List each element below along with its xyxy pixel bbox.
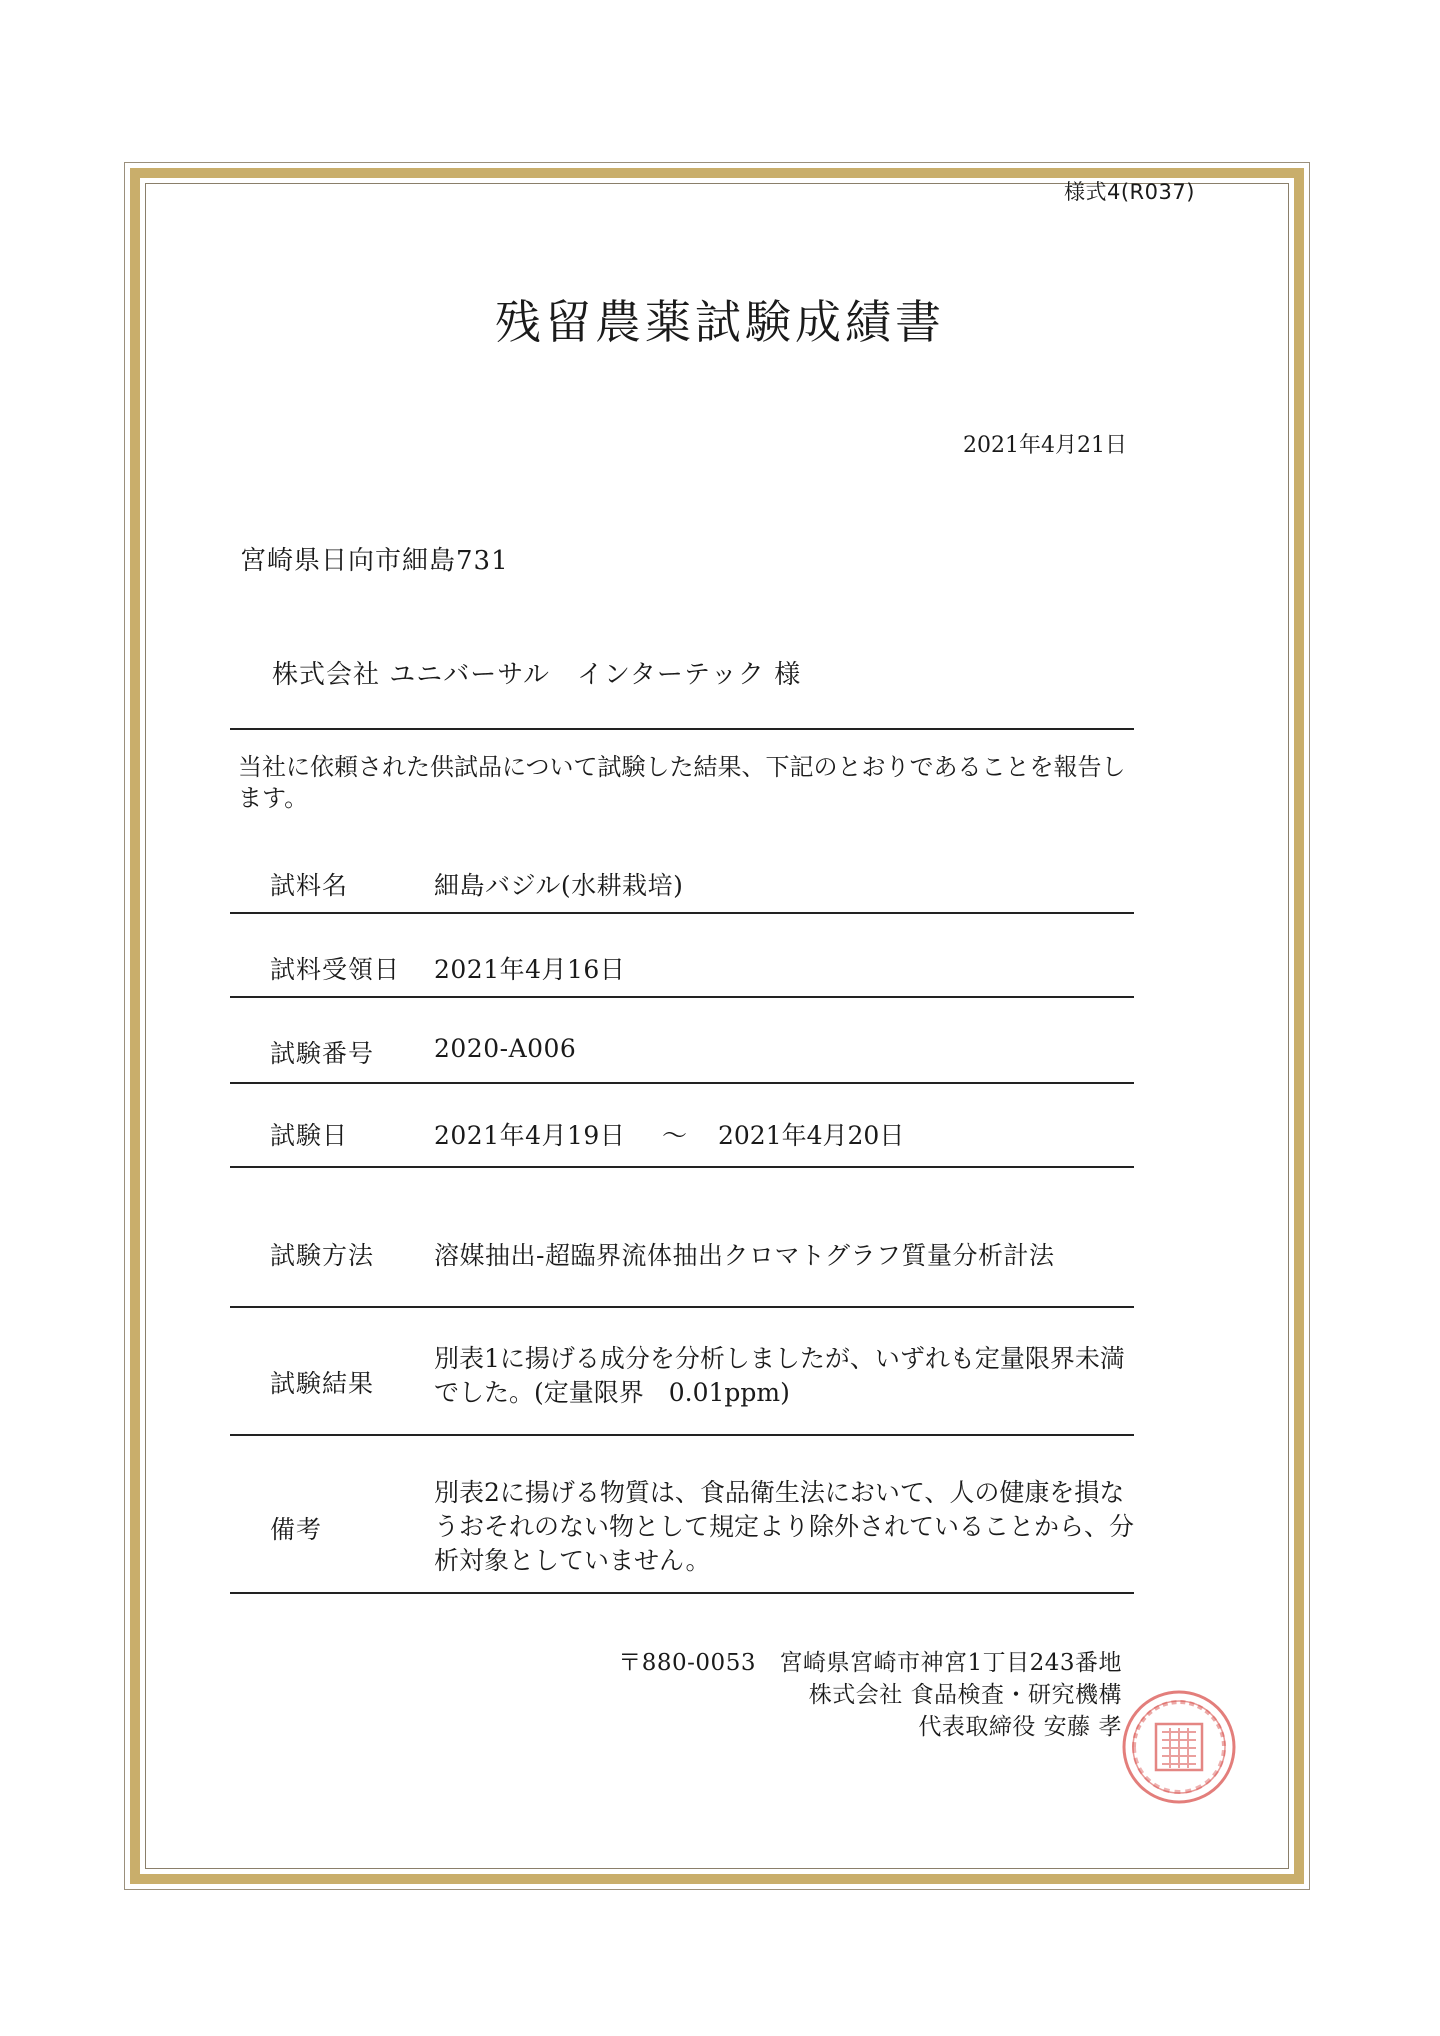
test-number-label: 試験番号 [270,1039,375,1068]
divider [230,996,1134,998]
form-number: 様式4(R037) [1064,180,1195,204]
receipt-date-value: 2021年4月16日 [434,955,626,984]
divider [230,1306,1134,1308]
issue-date: 2021年4月21日 [963,433,1127,458]
divider [230,912,1134,914]
test-date-end: 2021年4月20日 [718,1121,905,1150]
test-method-label: 試験方法 [270,1241,375,1270]
divider [230,1082,1134,1084]
divider [230,1592,1134,1594]
test-date-label: 試験日 [270,1121,349,1150]
recipient-name: 株式会社 ユニバーサル インターテック 様 [272,660,802,690]
issuer-representative: 代表取締役 安藤 孝 [918,1714,1122,1740]
issuer-address: 〒880-0053 宮崎県宮崎市神宮1丁目243番地 [618,1650,1122,1676]
test-number-value: 2020-A006 [434,1034,577,1063]
divider [230,1166,1134,1168]
document-title: 残留農薬試験成績書 [495,295,945,349]
test-result-label: 試験結果 [270,1369,375,1398]
test-date-start: 2021年4月19日 [434,1121,626,1150]
divider [230,1434,1134,1436]
divider [230,728,1134,730]
recipient-address: 宮崎県日向市細島731 [240,546,509,576]
remarks-value: 別表2に揚げる物質は、食品衛生法において、人の健康を損なうおそれのない物として規定より除外されていることから、分析対象としていません。 [434,1478,1135,1575]
remarks-label: 備考 [270,1515,323,1544]
test-method-value: 溶媒抽出-超臨界流体抽出クロマトグラフ質量分析計法 [434,1241,1055,1270]
sample-name-label: 試料名 [270,871,349,900]
issuer-company: 株式会社 食品検査・研究機構 [808,1682,1122,1708]
company-seal-stamp [1120,1688,1238,1806]
intro-text: 当社に依頼された供試品について試験した結果、下記のとおりであることを報告します。 [238,753,1126,812]
sample-name-value: 細島バジル(水耕栽培) [434,871,684,900]
test-result-value: 別表1に揚げる成分を分析しましたが、いずれも定量限界未満でした。(定量限界 0.01ppm) [434,1344,1125,1407]
receipt-date-label: 試料受領日 [270,955,401,984]
test-date-separator: ～ [662,1121,688,1150]
